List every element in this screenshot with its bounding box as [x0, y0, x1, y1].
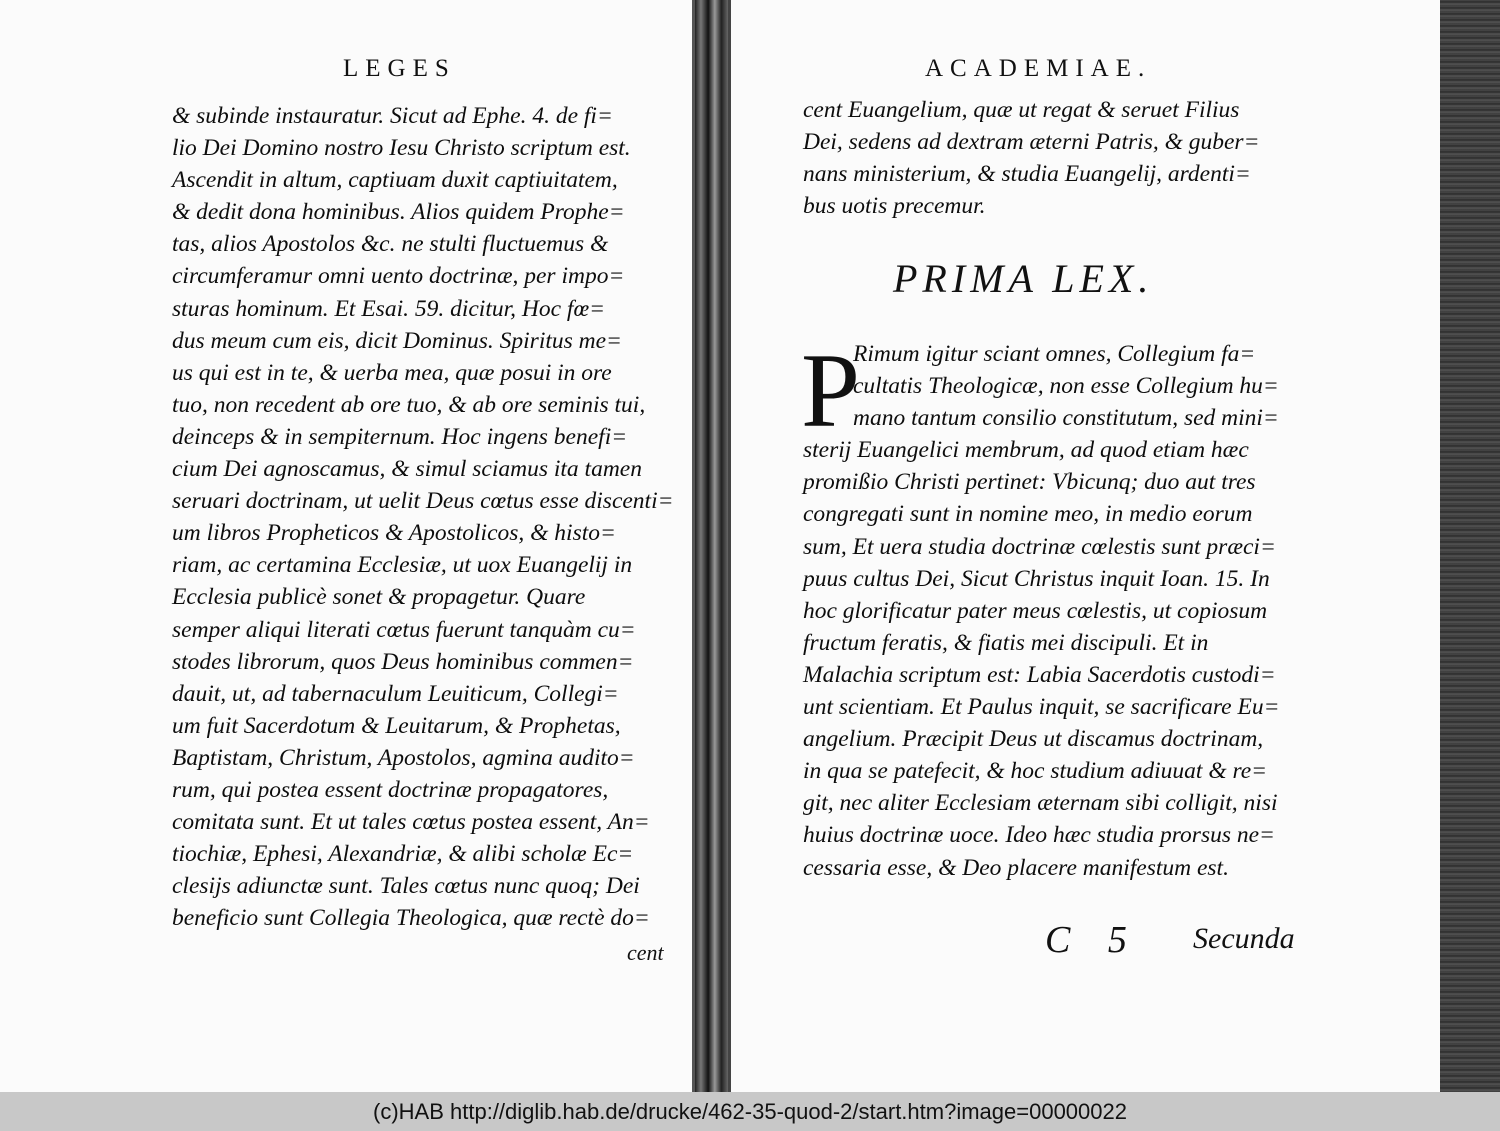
- text-line: cultatis Theologicæ, non esse Collegium hu=: [853, 373, 1279, 400]
- text-line: huius doctrinæ uoce. Ideo hæc studia prorsus ne=: [803, 822, 1275, 849]
- drop-cap: P: [801, 332, 860, 449]
- text-line: um fuit Sacerdotum & Leuitarum, & Prophetas,: [172, 712, 621, 739]
- text-line: git, nec aliter Ecclesiam æternam sibi colligit, nisi: [803, 790, 1278, 817]
- text-line: deinceps & in sempiternum. Hoc ingens benefi=: [172, 423, 628, 450]
- text-line: puus cultus Dei, Sicut Christus inquit Ioan. 15. In: [803, 565, 1270, 592]
- text-line: Baptistam, Christum, Apostolos, agmina audito=: [172, 744, 635, 771]
- text-line: us qui est in te, & uerba mea, quæ posui in ore: [172, 359, 612, 386]
- right-catchword: Secunda: [1193, 922, 1295, 955]
- text-line: Ascendit in altum, captiuam duxit captiuitatem,: [172, 167, 618, 194]
- signature-mark: C 5: [1045, 919, 1141, 961]
- text-line: in qua se patefecit, & hoc studium adiuuat & re=: [803, 758, 1268, 785]
- text-line: tiochiæ, Ephesi, Alexandriæ, & alibi scholæ Ec=: [172, 841, 634, 868]
- text-line: cium Dei agnoscamus, & simul sciamus ita tamen: [172, 456, 642, 483]
- text-line: sterij Euangelici membrum, ad quod etiam hæc: [803, 437, 1249, 464]
- text-line: bus uotis precemur.: [803, 193, 986, 220]
- text-line: hoc glorificatur pater meus cœlestis, ut copiosum: [803, 597, 1268, 624]
- text-line: Malachia scriptum est: Labia Sacerdotis custodi=: [803, 661, 1276, 688]
- text-line: congregati sunt in nomine meo, in medio eorum: [803, 501, 1253, 528]
- text-line: tas, alios Apostolos &c. ne stulti fluctuemus &: [172, 231, 609, 258]
- text-line: tuo, non recedent ab ore tuo, & ab ore seminis tui,: [172, 391, 646, 418]
- text-line: Dei, sedens ad dextram æterni Patris, & guber=: [803, 129, 1260, 156]
- text-line: Rimum igitur sciant omnes, Collegium fa=: [853, 341, 1256, 367]
- text-line: fructum feratis, & fiatis mei discipuli. Et in: [803, 629, 1209, 656]
- left-catchword: cent: [627, 940, 664, 965]
- right-intro-text: [803, 94, 1259, 222]
- text-line: seruari doctrinam, ut uelit Deus cœtus esse discenti=: [172, 488, 674, 515]
- text-line: sturas hominum. Et Esai. 59. dicitur, Hoc fœ=: [172, 295, 605, 322]
- text-line: circumferamur omni uento doctrinæ, per impo=: [172, 263, 625, 290]
- text-line: angelium. Præcipit Deus ut discamus doctrinam,: [803, 726, 1264, 753]
- text-line: cessaria esse, & Deo placere manifestum est.: [803, 854, 1229, 881]
- text-line: sum, Et uera studia doctrinæ cœlestis sunt præci=: [803, 533, 1276, 560]
- text-line: nans ministerium, & studia Euangelij, ardenti=: [803, 161, 1251, 188]
- right-body-text: [801, 332, 1280, 884]
- text-line: stodes librorum, quos Deus hominibus commen=: [172, 648, 634, 675]
- text-line: lio Dei Domino nostro Iesu Christo scriptum est.: [172, 135, 631, 162]
- text-line: dauit, ut, ad tabernaculum Leuiticum, Collegi=: [172, 680, 619, 707]
- book-gutter: [695, 0, 728, 1092]
- text-line: um libros Propheticos & Apostolicos, & histo=: [172, 520, 616, 547]
- text-line: clesijs adiunctæ sunt. Tales cœtus nunc quoq; Dei: [172, 873, 640, 900]
- left-page-text: [172, 100, 673, 934]
- text-line: mano tantum consilio constitutum, sed mini=: [853, 405, 1279, 432]
- text-line: unt scientiam. Et Paulus inquit, se sacrificare Eu=: [803, 694, 1280, 721]
- text-line: & subinde instauratur. Sicut ad Ephe. 4. de fi=: [172, 103, 613, 129]
- source-credit-footer: (c)HAB http://diglib.hab.de/drucke/462-35-quod-2/start.htm?image=00000022: [0, 1092, 1500, 1131]
- text-line: beneficio sunt Collegia Theologica, quæ rectè do=: [172, 905, 650, 932]
- text-line: cent Euangelium, quæ ut regat & seruet Filius: [803, 97, 1240, 123]
- text-line: & dedit dona hominibus. Alios quidem Prophe=: [172, 199, 625, 226]
- text-line: dus meum cum eis, dicit Dominus. Spiritus me=: [172, 327, 622, 354]
- right-page-edge: [1440, 0, 1500, 1092]
- text-line: comitata sunt. Et ut tales cœtus postea essent, An=: [172, 809, 650, 836]
- left-running-head: LEGES: [343, 55, 456, 82]
- text-line: riam, ac certamina Ecclesiæ, ut uox Euangelij in: [172, 552, 633, 579]
- text-line: semper aliqui literati cœtus fuerunt tanquàm cu=: [172, 616, 636, 643]
- text-line: promißio Christi pertinet: Vbicunq; duo aut tres: [803, 469, 1256, 496]
- text-line: rum, qui postea essent doctrinæ propagatores,: [172, 776, 609, 803]
- right-running-head: ACADEMIAE.: [925, 55, 1152, 82]
- text-line: Ecclesia publicè sonet & propagetur. Quare: [172, 584, 586, 611]
- section-title: PRIMA LEX.: [893, 256, 1154, 301]
